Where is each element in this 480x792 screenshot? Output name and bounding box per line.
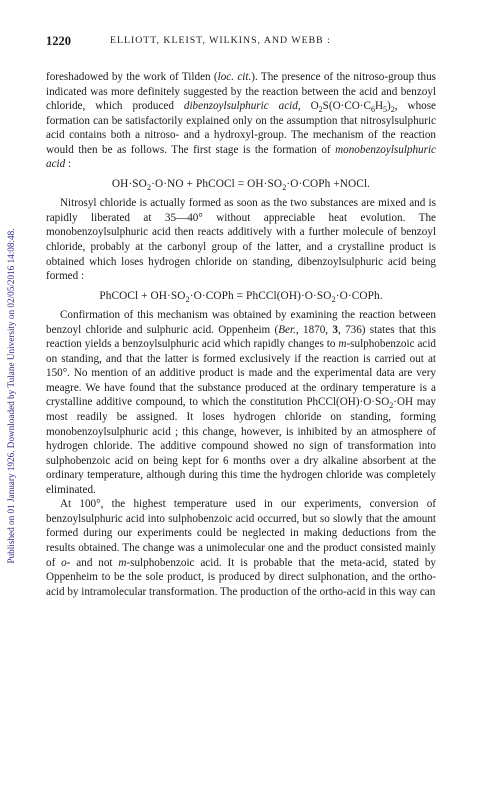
running-head: ELLIOTT, KLEIST, WILKINS, AND WEBB : [110,35,331,46]
page-number: 1220 [46,34,71,48]
download-watermark [0,0,22,792]
paragraph-2: Nitrosyl chloride is actually formed as soon as the two substances are mixed and is rapidly liberated at 35—40° without appreciable heat evolution. The monobenzoylsulphuric acid then reacts additively with a further molecule of benzoyl chloride, probably at the carbonyl group of the latter, and a crystalline product is obtained which loses hydrogen chloride on standing, dibenzoylsulphuric acid being formed : [46,197,436,283]
journal-page [46,34,436,599]
download-watermark-text: Published on 01 January 1926. Downloaded by Tulane University on 02/05/2016 14:08:48. [6,228,16,564]
body-text [46,70,436,599]
paragraph-3: Confirmation of this mechanism was obtained by examining the reaction between benzoyl chloride and sulphuric acid. Oppenheim (Ber., 1870, 3, 736) states that this reaction yields a benzoylsulphuric acid which rapidly changes to m-sulphobenzoic acid on standing, and that the latter is formed exclusively if the reaction is carried out at 150°. No mention of an additive product is made and the experimental data are very meagre. We have found that the substance produced at the ordinary temperature is a crystalline additive compound, to which the constitution $PhCCl(OH)\cdot O\cdot SO_2\cdot OH$ may most readily be assigned. It loses hydrogen chloride on standing, forming monobenzoylsulphuric acid ; this change, however, is inhibited by an atmosphere of hydrogen chloride. The additive compound showed no sign of transformation into sulphobenzoic acid on being kept for 6 months over a dry alkaline absorbent at the ordinary temperature, although during this time the hydrogen chloride was completely eliminated. [46,309,436,496]
equation-2: PhCOCl + $OH\cdot SO_2\cdot O\cdot COPh$ = $PhCCl(OH)\cdot O\cdot SO_2\cdot O\cdot COPh$. [99,289,383,304]
page-header [46,34,436,54]
paragraph-1: foreshadowed by the work of Tilden (loc. cit.). The presence of the nitroso-group thus indicated was more definitely suggested by the reaction between the acid and benzoyl chloride, which produced dibenzoylsulphuric acid, $O_2S(O\cdot CO\cdot C_6H_5)_2$, whose formation can be satisfactorily explained only on the assumption that nitrosylsulphuric acid contains both a nitroso- and a hydroxyl-group. The mechanism of the reaction would then be as follows. The first stage is the formation of monobenzoylsulphuric acid : [46,71,436,171]
paragraph-4: At 100°, the highest temperature used in our experiments, conversion of benzoylsulphuric acid into sulphobenzoic acid occurred, but so slowly that the amount formed during our experiments could be neglected in making deductions from the results obtained. The change was a unimolecular one and the product consisted mainly of o- and not m-sulphobenzoic acid. It is probable that the meta-acid, stated by Oppenheim to be the sole product, is produced by direct sulphonation, and the ortho-acid by intramolecular transformation. The production of the ortho-acid in this way can [46,498,436,598]
equation-1: $OH\cdot SO_2\cdot O\cdot NO$ + PhCOCl = $OH\cdot SO_2\cdot O\cdot COPh$ +NOCl. [111,177,371,192]
